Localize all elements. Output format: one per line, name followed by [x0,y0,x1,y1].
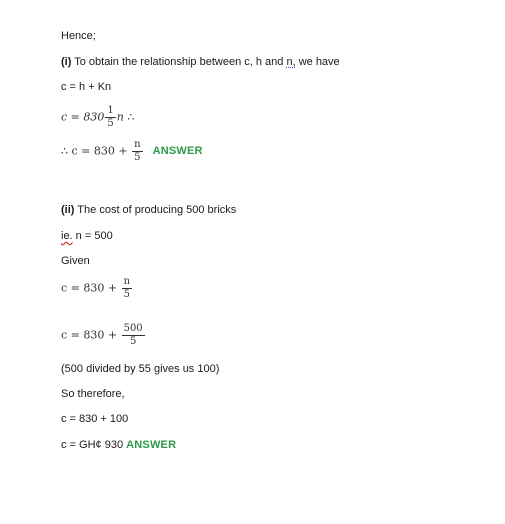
math1-tail: ∴ [123,110,135,124]
math1-lhs: c = 830 [61,110,105,124]
ie-word: ie. [61,230,73,242]
math2-fraction [132,139,142,164]
part-i-marker: (i) [61,56,72,68]
math4-num: 500 [123,323,143,334]
ie-line [61,230,113,242]
math3-den: 5 [123,289,130,300]
math-c-830-500-5 [61,323,146,348]
result-line-b [61,439,176,451]
math3-lhs: c = 830 + [61,281,121,295]
math-c-830-n-5 [61,276,133,301]
math1-fraction [105,105,115,130]
math-therefore-c [61,139,203,164]
math-c-830-1-5-n [61,105,134,130]
part-i-intro [61,56,340,68]
hence-text: Hence; [61,30,96,42]
math4-lhs: c = 830 + [61,328,121,342]
math2-den: 5 [134,152,141,163]
so-therefore-text: So therefore, [61,388,125,400]
math4-fraction [122,323,145,348]
part-i-intro-a: To obtain the relationship between c, h and [71,56,287,68]
part-i-intro-c: we have [295,56,340,68]
result-line-a: c = 830 + 100 [61,413,129,425]
ie-rest: n = 500 [72,230,113,242]
division-note: (500 divided by 55 gives us 100) [61,363,220,375]
part-ii-marker: (ii) [61,204,75,216]
given-text: Given [61,255,90,267]
result-value: c = GH¢ 930 [61,439,127,451]
math1-num: 1 [107,105,114,116]
answer-label-2: ANSWER [126,439,177,451]
math4-den: 5 [129,336,137,347]
part-ii-intro [61,204,236,216]
math3-fraction [122,276,132,301]
math3-num: n [123,276,131,287]
part-ii-intro-text: The cost of producing 500 bricks [74,204,237,216]
part-i-intro-b: n, [286,56,296,68]
math1-den: 5 [107,118,114,129]
answer-label-1: ANSWER [152,145,203,158]
formula-c-h-kn: c = h + Kn [61,81,112,93]
math2-lhs: ∴ c = 830 + [61,144,132,158]
math2-num: n [134,139,141,150]
math1-var: n [116,110,124,124]
